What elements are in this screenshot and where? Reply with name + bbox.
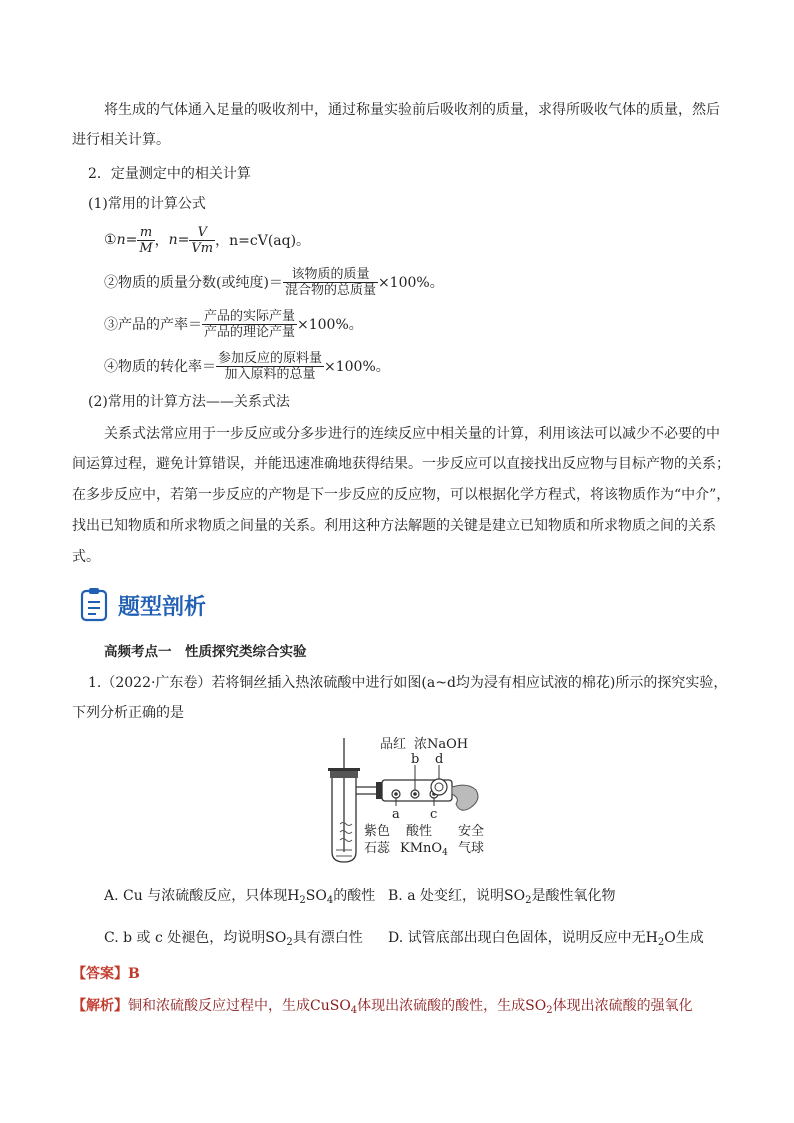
option-a-text2: 的酸性: [333, 888, 376, 904]
frac-m-num: m: [137, 225, 154, 241]
formula-2-den: 混合物的总质量: [284, 282, 376, 298]
formula-1-mark: ①: [104, 232, 117, 248]
label-zise: 紫色: [364, 824, 391, 839]
answer-label: 【答案】: [72, 966, 128, 982]
clipboard-icon: [80, 586, 108, 622]
safety-balloon: [452, 785, 478, 810]
formula-3-tail: ×100%。: [297, 317, 363, 333]
option-b-text1: B. a 处变红，说明: [388, 888, 504, 904]
formula-3-num: 产品的实际产量: [204, 308, 296, 324]
option-a-chem1: H: [287, 888, 300, 904]
option-a-sub1: 2: [299, 895, 306, 906]
option-a-text1: A. Cu 与浓硫酸反应，只体现: [104, 888, 288, 904]
label-naoh: 浓NaOH: [414, 737, 469, 752]
label-shirui: 石蕊: [364, 841, 391, 856]
kaodian-heading: 高频考点一 性质探究类综合实验: [104, 644, 307, 660]
analysis-sub1: 4: [350, 1005, 358, 1016]
formula-3: [104, 306, 363, 342]
question-line2: 下列分析正确的是: [72, 705, 184, 721]
option-d: [388, 928, 704, 953]
label-d: d: [435, 752, 444, 767]
formula-2-tail: ×100%。: [377, 275, 444, 291]
option-c-text2: 具有漂白性: [292, 930, 363, 946]
subheading-method: (2)常用的计算方法——关系式法: [88, 394, 290, 410]
option-c: [104, 928, 363, 953]
option-a-chem2: SO: [305, 888, 327, 904]
analysis-text2: 体现出浓硫酸的酸性，生成: [357, 998, 526, 1014]
formula-2-num: 该物质的质量: [283, 267, 378, 283]
para1-line2: 进行相关计算。: [72, 132, 170, 148]
formula-3-den: 产品的理论产量: [204, 324, 296, 340]
formula-1-n2: n: [168, 232, 178, 248]
option-b-text2: 是酸性氧化物: [531, 888, 616, 904]
kmno4-sub: 4: [442, 848, 448, 858]
answer-value: B: [128, 966, 140, 982]
option-a-sub2: 4: [326, 895, 334, 906]
analysis-label: 【解析】: [72, 998, 128, 1014]
label-suanxing: 酸性: [406, 824, 433, 839]
frac-m-den: M: [139, 240, 153, 256]
answer-row: [72, 964, 140, 984]
analysis-text3: 体现出浓硫酸的强氧化: [552, 998, 693, 1014]
analysis-chem1: CuSO: [310, 998, 351, 1014]
formula-4-lead: ④物质的转化率＝: [104, 359, 216, 375]
subheading-formulas: (1)常用的计算公式: [88, 196, 206, 212]
para2-line2: 间运算过程，避免计算错误，并能迅速准确地获得结果。一步反应可以直接找出反应物与目标产物的关系；: [72, 456, 730, 472]
stopper: [330, 770, 358, 778]
label-qiqiu: 气球: [458, 841, 485, 856]
formula-1-eq: =: [125, 232, 138, 248]
formula-1-frac-m: [137, 225, 154, 256]
formula-4-frac: [216, 351, 324, 382]
label-a: a: [392, 807, 400, 822]
formula-1-frac-v: [189, 225, 215, 256]
option-b: [388, 886, 615, 911]
option-c-text1: C. b 或 c 处褪色，均说明: [104, 930, 266, 946]
label-kmno4: [400, 841, 448, 858]
frac-v-den: Vm: [191, 240, 214, 256]
heading-2: 2．定量测定中的相关计算: [88, 166, 251, 182]
option-b-sub: 2: [525, 895, 532, 906]
formula-4-tail: ×100%。: [324, 359, 390, 375]
analysis-row: [72, 996, 693, 1021]
question-line1: 1.（2022·广东卷）若将铜丝插入热浓硫酸中进行如图(a~d均为浸有相应试液的棉花)所示的探究实验，: [88, 675, 728, 691]
option-a: [104, 886, 375, 911]
analysis-sub2: 2: [546, 1005, 553, 1016]
formula-1-n: n: [116, 232, 126, 248]
option-c-sub: 2: [286, 937, 293, 948]
formula-3-lead: ③产品的产率＝: [104, 317, 202, 333]
option-b-chem: SO: [504, 888, 526, 904]
option-c-chem: SO: [265, 930, 287, 946]
formula-1-sep: ，: [154, 233, 169, 249]
formula-4: [104, 348, 390, 384]
para1-line1: 将生成的气体通入足量的吸收剂中，通过称量实验前后吸收剂的质量，求得所吸收气体的质量，然后: [104, 102, 720, 118]
kmno4-main: KMnO: [400, 841, 443, 856]
formula-2: [104, 264, 444, 300]
analysis-chem2: SO: [525, 998, 547, 1014]
formula-1: [104, 222, 310, 258]
para2-line4: 找出已知物质和所求物质之间量的关系。利用这种方法解题的关键是建立已知物质和所求物质之间的关系: [72, 518, 716, 534]
option-d-text1: D. 试管底部出现白色固体，说明反应中无: [388, 930, 646, 946]
option-d-sub: 2: [657, 937, 665, 948]
label-pinhong: 品红: [380, 737, 407, 752]
formula-4-den: 加入原料的总量: [224, 366, 316, 382]
option-d-chem1: H: [645, 930, 658, 946]
label-anquan: 安全: [458, 824, 485, 839]
option-d-text2: 生成: [675, 930, 704, 946]
frac-v-num: V: [189, 225, 215, 241]
para2-line5: 式。: [72, 549, 100, 565]
formula-2-frac: [283, 267, 378, 298]
formula-1-tail: ，n=cV(aq)。: [215, 233, 311, 249]
para2-line1: 关系式法常应用于一步反应或分多步进行的连续反应中相关量的计算，利用该法可以减少不必要的中: [104, 426, 720, 442]
formula-3-frac: [202, 309, 297, 340]
formula-4-num: 参加反应的原料量: [218, 350, 323, 366]
label-b: b: [411, 752, 420, 767]
apparatus-figure: [320, 732, 500, 867]
section-title: 题型剖析: [118, 595, 207, 620]
option-d-chem2: O: [664, 930, 676, 946]
label-c: c: [430, 807, 438, 822]
para2-line3: 在多步反应中，若第一步反应的产物是下一步反应的反应物，可以根据化学方程式，将该物质作为“中介”，: [72, 487, 731, 503]
formula-1-eq2: =: [177, 232, 190, 248]
analysis-text1: 铜和浓硫酸反应过程中，生成: [128, 998, 310, 1014]
formula-2-lead: ②物质的质量分数(或纯度)＝: [104, 275, 283, 291]
